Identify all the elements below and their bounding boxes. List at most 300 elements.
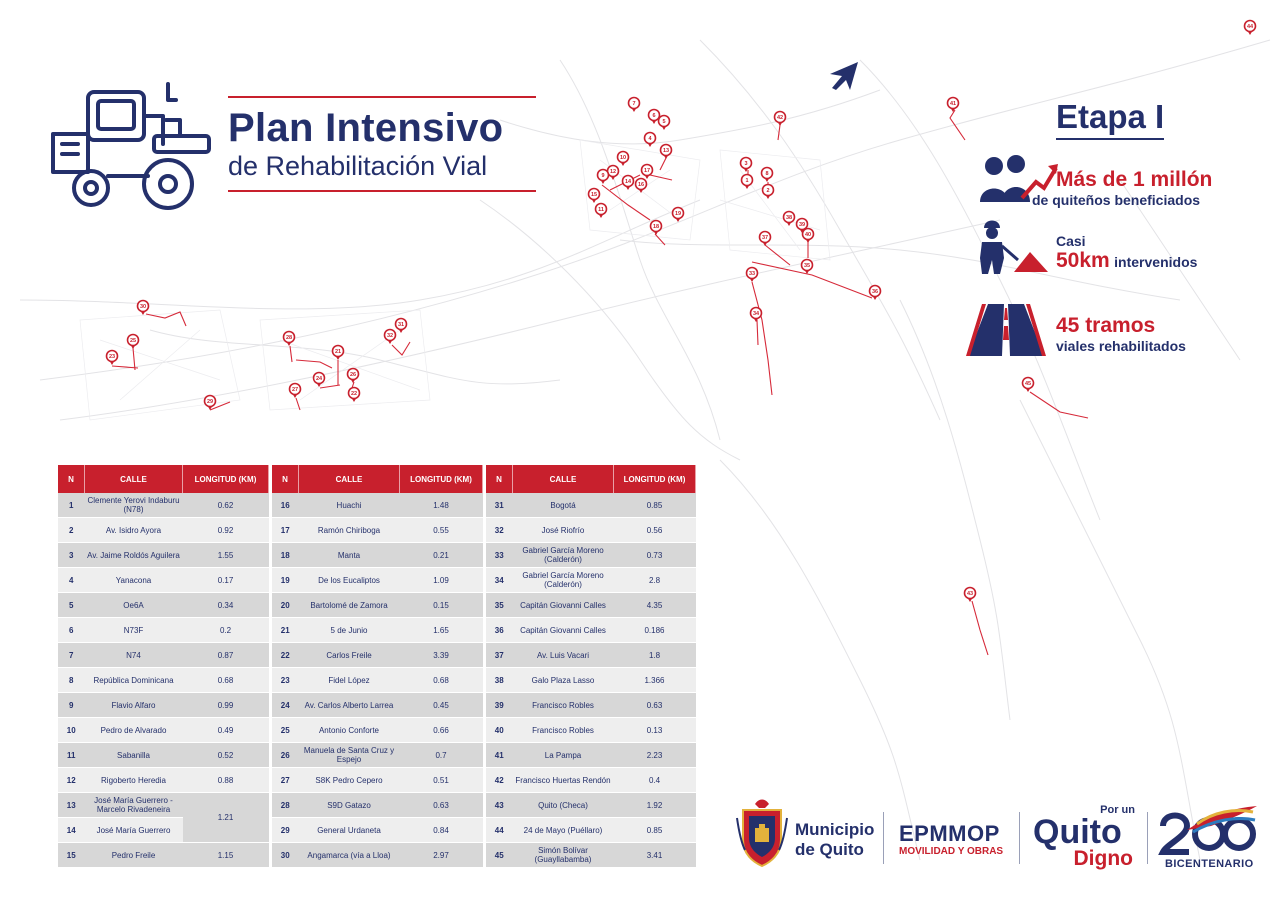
road-marker-24[interactable]	[314, 373, 325, 388]
table-row	[486, 718, 696, 743]
table-row	[58, 743, 269, 768]
cell-length: 2.23	[614, 743, 696, 768]
cell-length: 0.7	[400, 743, 483, 768]
logo-divider-1	[883, 812, 884, 864]
table-row	[272, 493, 483, 518]
marker-label: 3	[744, 161, 748, 168]
marker-label: 12	[609, 169, 617, 176]
cell-n: 1	[58, 493, 85, 518]
cell-n: 26	[272, 743, 299, 768]
page-subtitle: de Rehabilitación Vial	[228, 151, 488, 181]
table-row	[486, 793, 696, 818]
cell-length: 3.41	[614, 843, 696, 868]
cell-length: 0.85	[614, 818, 696, 843]
cell-length: 0.2	[183, 618, 269, 643]
cell-n: 8	[58, 668, 85, 693]
table-row	[58, 768, 269, 793]
marker-label: 36	[871, 289, 879, 296]
marker-label: 17	[643, 168, 651, 175]
table-row	[58, 518, 269, 543]
cell-length: 0.4	[614, 768, 696, 793]
marker-label: 22	[350, 391, 358, 398]
cell-length: 4.35	[614, 593, 696, 618]
cell-street: Quito (Checa)	[513, 793, 614, 818]
marker-label: 34	[752, 311, 760, 318]
marker-label: 18	[652, 224, 660, 231]
table-row	[272, 643, 483, 668]
cell-length: 0.62	[183, 493, 269, 518]
road-marker-2[interactable]	[763, 185, 774, 200]
cell-street: Av. Luis Vacari	[513, 643, 614, 668]
cell-street: Antonio Conforte	[299, 718, 400, 743]
cell-street: Sabanilla	[85, 743, 183, 768]
quito-pre: Por un	[1100, 804, 1135, 816]
cell-length: 0.55	[400, 518, 483, 543]
cell-length: 0.17	[183, 568, 269, 593]
road-marker-29[interactable]	[205, 396, 216, 411]
cell-n: 7	[58, 643, 85, 668]
table-row	[486, 568, 696, 593]
marker-label: 41	[949, 101, 957, 108]
cell-n: 22	[272, 643, 299, 668]
stat-km-prefix: Casi	[1056, 233, 1086, 249]
col-street-header: CALLE	[299, 465, 400, 493]
table-row	[272, 543, 483, 568]
cell-street: N73F	[85, 618, 183, 643]
cell-street: Rigoberto Heredia	[85, 768, 183, 793]
table-row	[272, 618, 483, 643]
cell-n: 37	[486, 643, 513, 668]
road-marker-19[interactable]	[673, 208, 684, 223]
cell-n: 31	[486, 493, 513, 518]
marker-label: 4	[648, 136, 652, 143]
cell-n: 16	[272, 493, 299, 518]
cell-length: 1.48	[400, 493, 483, 518]
stat-beneficiaries	[1032, 168, 1213, 208]
cell-n: 40	[486, 718, 513, 743]
cell-street: José María Guerrero - Marcelo Rivadeneira	[85, 793, 183, 818]
marker-label: 8	[765, 171, 769, 178]
marker-label: 19	[674, 211, 682, 218]
cell-length: 0.51	[400, 768, 483, 793]
north-arrow-icon	[830, 62, 858, 90]
table-row	[58, 543, 269, 568]
logo-divider-3	[1147, 812, 1148, 864]
title-rule-top	[228, 96, 536, 98]
cell-length: 0.66	[400, 718, 483, 743]
marker-label: 42	[776, 115, 784, 122]
table-row	[58, 568, 269, 593]
cell-n: 3	[58, 543, 85, 568]
table-row	[272, 818, 483, 843]
cell-street: Av. Jaime Roldós Aguilera	[85, 543, 183, 568]
cell-n: 35	[486, 593, 513, 618]
cell-n: 44	[486, 818, 513, 843]
road-marker-44[interactable]	[1245, 21, 1256, 36]
col-length-header: LONGITUD (KM)	[183, 465, 269, 493]
cell-street: 24 de Mayo (Puéllaro)	[513, 818, 614, 843]
road-marker-17[interactable]	[642, 165, 653, 180]
cell-length: 0.34	[183, 593, 269, 618]
marker-label: 43	[966, 591, 974, 598]
road-marker-30[interactable]	[138, 301, 149, 316]
quito-main: Quito	[1033, 813, 1122, 851]
cell-length: 0.73	[614, 543, 696, 568]
table-row	[486, 843, 696, 868]
table-row	[58, 643, 269, 668]
marker-label: 45	[1024, 381, 1032, 388]
marker-label: 2	[766, 188, 770, 195]
marker-label: 32	[386, 333, 394, 340]
cell-street: Capitán Giovanni Calles	[513, 618, 614, 643]
cell-n: 23	[272, 668, 299, 693]
epmmop-logo	[899, 822, 1003, 858]
marker-label: 29	[206, 399, 214, 406]
road-marker-5[interactable]	[659, 116, 670, 131]
cell-n: 34	[486, 568, 513, 593]
table-row	[272, 743, 483, 768]
cell-n: 25	[272, 718, 299, 743]
cell-street: Flavio Alfaro	[85, 693, 183, 718]
marker-label: 39	[798, 222, 806, 229]
cell-n: 17	[272, 518, 299, 543]
road-marker-4[interactable]	[645, 133, 656, 148]
cell-length: 0.63	[400, 793, 483, 818]
stat-sections-label: viales rehabilitados	[1056, 338, 1186, 354]
page-title: Plan Intensivo	[228, 106, 504, 150]
cell-length: 0.88	[183, 768, 269, 793]
cell-length: 1.15	[183, 843, 269, 868]
cell-n: 36	[486, 618, 513, 643]
marker-label: 9	[601, 173, 605, 180]
cell-length: 0.84	[400, 818, 483, 843]
stage-title: Etapa I	[1056, 98, 1164, 140]
cell-n: 13	[58, 793, 85, 818]
road-marker-38[interactable]	[784, 212, 795, 227]
marker-label: 5	[662, 119, 666, 126]
cell-n: 10	[58, 718, 85, 743]
table-row	[272, 843, 483, 868]
table-row	[272, 793, 483, 818]
table-row	[272, 693, 483, 718]
footer-logos	[733, 798, 1273, 878]
cell-n: 4	[58, 568, 85, 593]
road-marker-11[interactable]	[596, 204, 607, 219]
marker-label: 35	[803, 263, 811, 270]
cell-street: Francisco Robles	[513, 718, 614, 743]
marker-label: 6	[652, 113, 656, 120]
cell-length: 1.21	[183, 793, 269, 843]
cell-street: General Urdaneta	[299, 818, 400, 843]
road-marker-3[interactable]	[741, 158, 752, 173]
road-worker-icon	[974, 214, 1052, 276]
cell-length: 0.56	[614, 518, 696, 543]
road-marker-26[interactable]	[348, 369, 359, 384]
cell-street: 5 de Junio	[299, 618, 400, 643]
road-marker-34[interactable]	[751, 308, 762, 323]
cell-n: 32	[486, 518, 513, 543]
marker-label: 1	[745, 178, 749, 185]
cell-street: José María Guerrero	[85, 818, 183, 843]
table-row	[486, 693, 696, 718]
table-row	[58, 693, 269, 718]
quito-coat-of-arms-icon	[735, 798, 789, 868]
road-marker-42[interactable]	[775, 112, 786, 127]
marker-label: 21	[334, 349, 342, 356]
marker-label: 26	[349, 372, 357, 379]
cell-street: Angamarca (vía a Lloa)	[299, 843, 400, 868]
marker-label: 23	[108, 354, 116, 361]
title-block	[228, 96, 536, 192]
table-row	[58, 793, 269, 818]
cell-length: 0.186	[614, 618, 696, 643]
marker-label: 33	[748, 271, 756, 278]
cell-n: 42	[486, 768, 513, 793]
cell-street: República Dominicana	[85, 668, 183, 693]
road-marker-22[interactable]	[349, 388, 360, 403]
cell-n: 45	[486, 843, 513, 868]
cell-length: 1.65	[400, 618, 483, 643]
cell-length: 1.09	[400, 568, 483, 593]
road-marker-43[interactable]	[965, 588, 976, 603]
cell-length: 0.85	[614, 493, 696, 518]
table-row	[58, 668, 269, 693]
cell-n: 43	[486, 793, 513, 818]
cell-n: 24	[272, 693, 299, 718]
marker-label: 14	[624, 179, 632, 186]
cell-length: 1.8	[614, 643, 696, 668]
cell-length: 1.92	[614, 793, 696, 818]
cell-length: 2.8	[614, 568, 696, 593]
table-row	[58, 593, 269, 618]
cell-street: S8K Pedro Cepero	[299, 768, 400, 793]
cell-street: N74	[85, 643, 183, 668]
road-marker-23[interactable]	[107, 351, 118, 366]
bicentenario-label: BICENTENARIO	[1165, 858, 1254, 870]
stat-sections-value: 45 tramos	[1056, 314, 1156, 337]
table-row	[486, 518, 696, 543]
table-row	[486, 643, 696, 668]
cell-length: 3.39	[400, 643, 483, 668]
road-marker-45[interactable]	[1023, 378, 1034, 393]
table-row	[486, 618, 696, 643]
road-marker-27[interactable]	[290, 384, 301, 399]
cell-length: 0.52	[183, 743, 269, 768]
bicentenario-emblem-icon	[1157, 802, 1261, 856]
cell-n: 33	[486, 543, 513, 568]
road-marker-25[interactable]	[128, 335, 139, 350]
table-row	[272, 593, 483, 618]
road-marker-40[interactable]	[803, 229, 814, 244]
cell-street: Clemente Yerovi Indaburu (N78)	[85, 493, 183, 518]
marker-label: 7	[632, 101, 636, 108]
cell-length: 0.92	[183, 518, 269, 543]
road-marker-41[interactable]	[948, 98, 959, 113]
cell-street: Bogotá	[513, 493, 614, 518]
cell-length: 0.15	[400, 593, 483, 618]
marker-label: 40	[804, 232, 812, 239]
cell-street: Gabriel García Moreno (Calderón)	[513, 543, 614, 568]
col-length-header: LONGITUD (KM)	[614, 465, 696, 493]
marker-label: 30	[139, 304, 147, 311]
cell-street: Fidel López	[299, 668, 400, 693]
cell-street: Francisco Huertas Rendón	[513, 768, 614, 793]
quito-sub: Digno	[1073, 847, 1133, 870]
cell-length: 0.68	[400, 668, 483, 693]
table-row	[58, 718, 269, 743]
cell-n: 41	[486, 743, 513, 768]
cell-n: 27	[272, 768, 299, 793]
marker-label: 25	[129, 338, 137, 345]
marker-label: 24	[315, 376, 323, 383]
road-marker-32[interactable]	[385, 330, 396, 345]
marker-label: 13	[662, 148, 670, 155]
cell-length: 1.55	[183, 543, 269, 568]
cell-length: 0.99	[183, 693, 269, 718]
municipio-line2: de Quito	[795, 840, 864, 859]
stat-sections	[1056, 314, 1186, 354]
cell-street: De los Eucaliptos	[299, 568, 400, 593]
road-marker-1[interactable]	[742, 175, 753, 190]
cell-n: 14	[58, 818, 85, 843]
marker-label: 15	[590, 192, 598, 199]
cell-length: 0.13	[614, 718, 696, 743]
municipio-logo	[795, 820, 874, 860]
col-street-header: CALLE	[85, 465, 183, 493]
cell-street: Huachi	[299, 493, 400, 518]
table-row	[272, 668, 483, 693]
cell-street: Carlos Freile	[299, 643, 400, 668]
cell-street: Yanacona	[85, 568, 183, 593]
cell-n: 15	[58, 843, 85, 868]
table-row	[486, 493, 696, 518]
marker-label: 28	[285, 335, 293, 342]
quito-digno-logo	[1033, 804, 1143, 870]
cell-street: Simón Bolívar (Guayllabamba)	[513, 843, 614, 868]
streets-table-2	[272, 465, 483, 868]
road-marker-21[interactable]	[333, 346, 344, 361]
col-n-header: N	[486, 465, 513, 493]
table-row	[486, 818, 696, 843]
stat-km	[1056, 233, 1197, 273]
cell-street: Capitán Giovanni Calles	[513, 593, 614, 618]
cell-n: 18	[272, 543, 299, 568]
cell-street: Ramón Chiriboga	[299, 518, 400, 543]
road-marker-13[interactable]	[661, 145, 672, 160]
streets-table-3	[486, 465, 696, 868]
table-row	[272, 768, 483, 793]
col-n-header: N	[58, 465, 85, 493]
title-rule-bottom	[228, 190, 536, 192]
road-marker-8[interactable]	[762, 168, 773, 183]
table-row	[58, 843, 269, 868]
road-roller-icon	[48, 76, 213, 211]
cell-length: 0.49	[183, 718, 269, 743]
marker-label: 11	[598, 207, 604, 214]
cell-street: Av. Carlos Alberto Larrea	[299, 693, 400, 718]
cell-n: 39	[486, 693, 513, 718]
cell-street: Galo Plaza Lasso	[513, 668, 614, 693]
table-row	[486, 668, 696, 693]
cell-n: 9	[58, 693, 85, 718]
road-marker-33[interactable]	[747, 268, 758, 283]
table-row	[272, 718, 483, 743]
road-marker-10[interactable]	[618, 152, 629, 167]
table-row	[486, 768, 696, 793]
table-row	[272, 568, 483, 593]
municipio-line1: Municipio	[795, 820, 875, 839]
road-icon	[966, 302, 1046, 356]
col-street-header: CALLE	[513, 465, 614, 493]
marker-label: 10	[619, 155, 627, 162]
cell-length: 1.366	[614, 668, 696, 693]
road-marker-37[interactable]	[760, 232, 771, 247]
table-row	[486, 543, 696, 568]
cell-n: 2	[58, 518, 85, 543]
marker-label: 31	[397, 322, 405, 329]
col-length-header: LONGITUD (KM)	[400, 465, 483, 493]
stat-km-value: 50km	[1056, 249, 1110, 272]
road-marker-35[interactable]	[802, 260, 813, 275]
marker-label: 38	[785, 215, 793, 222]
cell-street: Manta	[299, 543, 400, 568]
road-marker-9[interactable]	[598, 170, 609, 185]
table-row	[58, 618, 269, 643]
road-marker-16[interactable]	[636, 179, 647, 194]
cell-street: S9D Gatazo	[299, 793, 400, 818]
logo-divider-2	[1019, 812, 1020, 864]
cell-street: Bartolomé de Zamora	[299, 593, 400, 618]
cell-street: La Pampa	[513, 743, 614, 768]
cell-length: 0.45	[400, 693, 483, 718]
epmmop-name: EPMMOP	[899, 821, 1000, 846]
cell-length: 0.87	[183, 643, 269, 668]
stat-km-label: intervenidos	[1114, 254, 1198, 270]
road-marker-14[interactable]	[623, 176, 634, 191]
cell-length: 2.97	[400, 843, 483, 868]
road-marker-31[interactable]	[396, 319, 407, 334]
stat-beneficiaries-label: de quiteños beneficiados	[1032, 192, 1201, 208]
epmmop-subtitle: MOVILIDAD Y OBRAS	[899, 846, 1004, 857]
cell-street: Oe6A	[85, 593, 183, 618]
cell-n: 19	[272, 568, 299, 593]
cell-street: Manuela de Santa Cruz y Espejo	[299, 743, 400, 768]
road-marker-7[interactable]	[629, 98, 640, 113]
cell-length: 0.63	[614, 693, 696, 718]
cell-street: Francisco Robles	[513, 693, 614, 718]
streets-table-1	[58, 465, 269, 868]
table-row	[486, 743, 696, 768]
road-marker-15[interactable]	[589, 189, 600, 204]
cell-n: 12	[58, 768, 85, 793]
cell-n: 6	[58, 618, 85, 643]
cell-length: 0.21	[400, 543, 483, 568]
cell-n: 11	[58, 743, 85, 768]
cell-n: 29	[272, 818, 299, 843]
cell-street: Pedro Freile	[85, 843, 183, 868]
table-row	[486, 593, 696, 618]
marker-label: 16	[637, 182, 645, 189]
cell-n: 21	[272, 618, 299, 643]
cell-street: José Riofrío	[513, 518, 614, 543]
marker-label: 44	[1246, 24, 1254, 31]
table-row	[272, 518, 483, 543]
cell-n: 5	[58, 593, 85, 618]
road-marker-12[interactable]	[608, 166, 619, 181]
road-marker-28[interactable]	[284, 332, 295, 347]
cell-street: Av. Isidro Ayora	[85, 518, 183, 543]
col-n-header: N	[272, 465, 299, 493]
